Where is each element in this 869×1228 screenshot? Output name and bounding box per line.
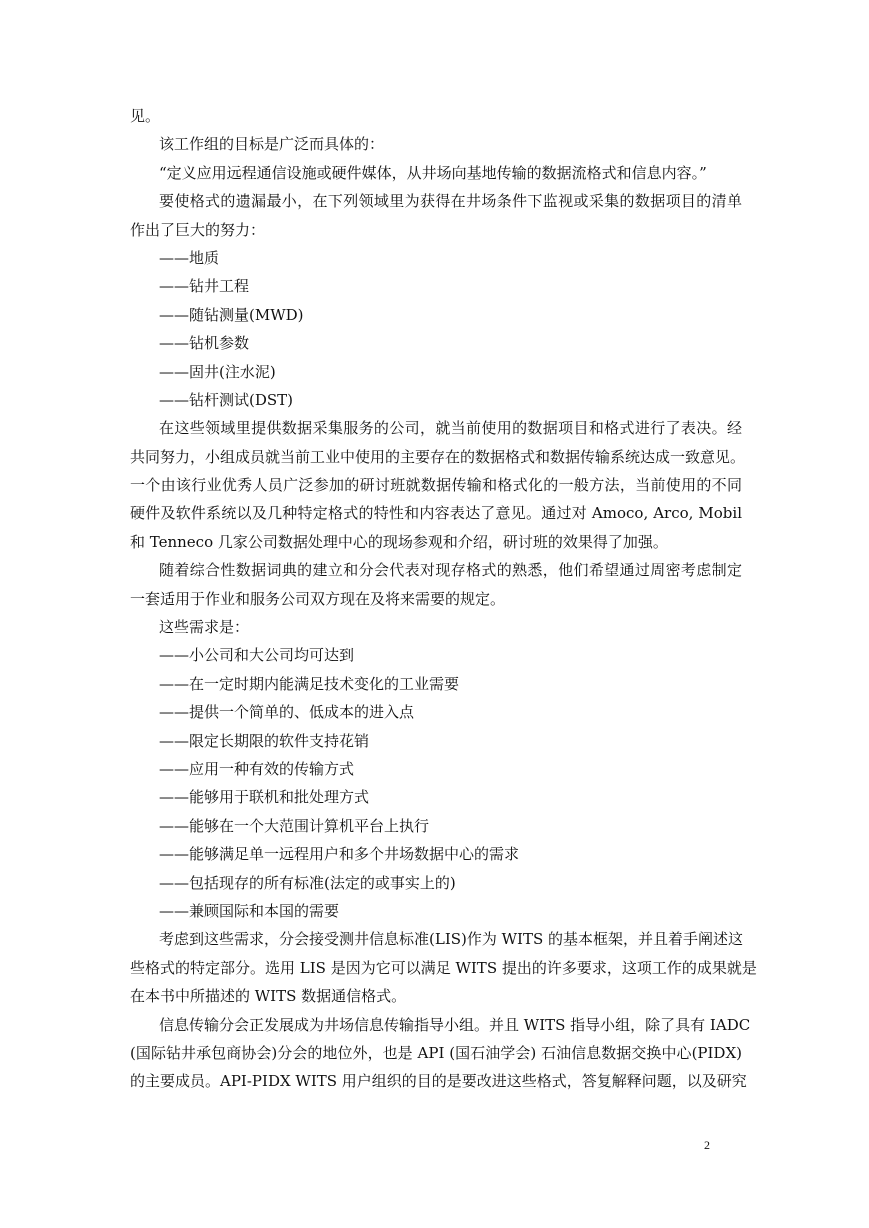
list-item: ——应用一种有效的传输方式	[159, 759, 355, 778]
list-item: ——钻井工程	[159, 277, 250, 296]
list-item: ——固井(注水泥)	[159, 362, 276, 381]
list-item: ——提供一个简单的、低成本的进入点	[159, 703, 415, 722]
list-item: ——钻机参数	[159, 334, 250, 353]
text-line: (国际钻井承包商协会)分会的地位外，也是 API (国石油学会) 石油信息数据交换中心(PIDX)	[130, 1043, 742, 1062]
list-item: ——能够在一个大范围计算机平台上执行	[159, 816, 430, 835]
list-item: ——限定长期限的软件支持花销	[159, 731, 370, 750]
text-line: 在这些领域里提供数据采集服务的公司，就当前使用的数据项目和格式进行了表决。经	[159, 419, 742, 438]
text-line: 作出了巨大的努力：	[130, 220, 266, 239]
list-item: ——在一定时期内能满足技术变化的工业需要	[159, 674, 460, 693]
list-item: ——兼顾国际和本国的需要	[159, 901, 340, 920]
text-line: 这些需求是：	[159, 618, 250, 637]
text-line: 一套适用于作业和服务公司双方现在及将来需要的规定。	[130, 589, 506, 608]
list-item: ——随钻测量(MWD)	[159, 305, 304, 324]
text-line: 些格式的特定部分。选用 LIS 是因为它可以满足 WITS 提出的许多要求，这项工作的成果就是	[130, 958, 757, 977]
document-body	[130, 102, 757, 1096]
text-line: “定义应用远程通信设施或硬件媒体，从井场向基地传输的数据流格式和信息内容。”	[159, 163, 707, 182]
text-line: 随着综合性数据词典的建立和分会代表对现存格式的熟悉，他们希望通过周密考虑制定	[159, 561, 742, 580]
text-line: 要使格式的遗漏最小，在下列领域里为获得在井场条件下监视或采集的数据项目的清单	[159, 192, 742, 211]
text-line: 共同努力，小组成员就当前工业中使用的主要存在的数据格式和数据传输系统达成一致意见。	[130, 447, 746, 466]
list-item: ——钻杆测试(DST)	[159, 390, 294, 409]
text-line: 考虑到这些需求，分会接受测井信息标准(LIS)作为 WITS 的基本框架，并且着手阐述这	[159, 930, 744, 949]
text-line: 信息传输分会正发展成为井场信息传输指导小组。并且 WITS 指导小组，除了具有 IADC	[159, 1015, 751, 1034]
text-line: 硬件及软件系统以及几种特定格式的特性和内容表达了意见。通过对 Amoco, Arco, Mobil	[130, 504, 742, 523]
list-item: ——包括现存的所有标准(法定的或事实上的)	[159, 873, 456, 892]
list-item: ——能够满足单一远程用户和多个井场数据中心的需求	[159, 845, 520, 864]
text-line: 的主要成员。API-PIDX WITS 用户组织的目的是要改进这些格式，答复解释问题，以及研究	[130, 1072, 747, 1091]
text-line: 一个由该行业优秀人员广泛参加的研讨班就数据传输和格式化的一般方法，当前使用的不同	[130, 476, 742, 495]
list-item: ——小公司和大公司均可达到	[159, 646, 355, 665]
page-number: 2	[704, 1138, 710, 1152]
list-item: ——地质	[159, 248, 220, 267]
list-item: ——能够用于联机和批处理方式	[159, 788, 370, 807]
text-line: 见。	[130, 107, 161, 125]
text-line: 和 Tenneco 几家公司数据处理中心的现场参观和介绍，研讨班的效果得了加强。	[130, 532, 668, 551]
text-line: 在本书中所描述的 WITS 数据通信格式。	[130, 987, 407, 1006]
text-line: 该工作组的目标是广泛而具体的：	[159, 135, 385, 154]
